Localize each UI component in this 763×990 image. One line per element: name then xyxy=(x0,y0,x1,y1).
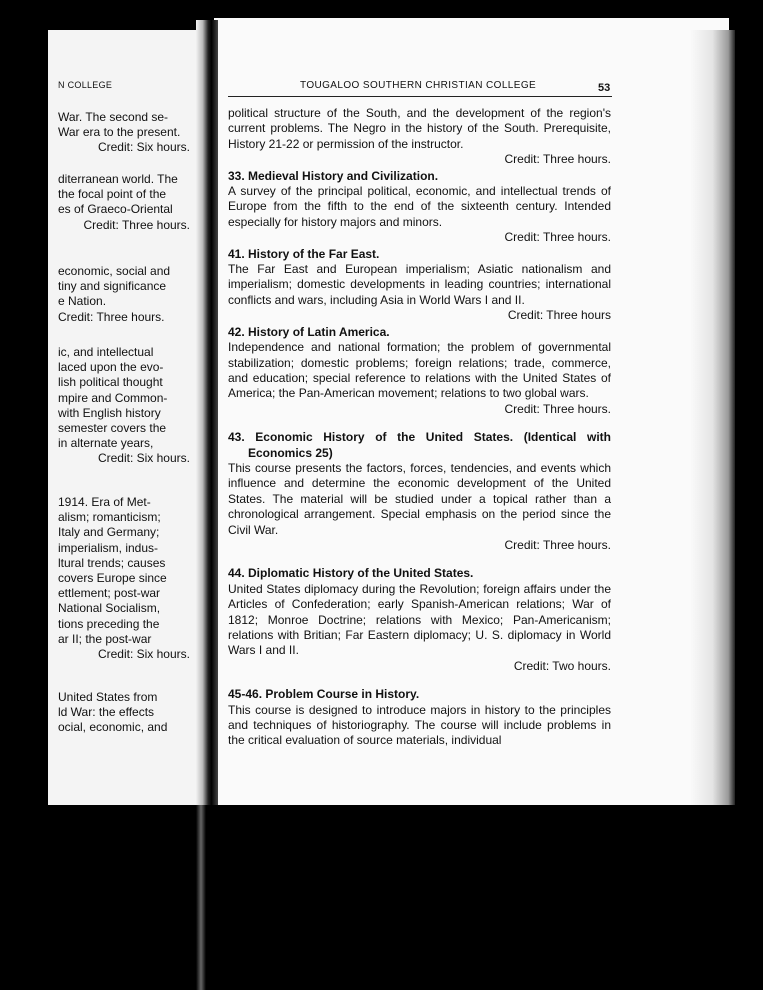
course-credit: Credit: Three hours. xyxy=(504,537,611,552)
left-credit: Credit: Six hours. xyxy=(97,451,190,466)
left-line: the focal point of the xyxy=(58,187,167,202)
left-line: National Socialism, xyxy=(58,601,161,616)
left-line: United States from xyxy=(58,690,158,704)
left-line: tions preceding the xyxy=(58,616,160,631)
course-title: 42. History of Latin America. xyxy=(228,324,390,339)
intro-paragraph: political structure of the South, and the development of the region's current problems. The Negro in the history of the South. Prerequisite, History 21-22 or permission of the instructor. xyxy=(228,106,611,151)
course-credit: Credit: Three hours. xyxy=(504,230,611,245)
left-line: covers Europe since xyxy=(58,571,167,586)
left-line: lish political thought xyxy=(58,375,163,390)
course-title: 45-46. Problem Course in History. xyxy=(228,687,420,702)
left-line: es of Graeco-Oriental xyxy=(58,202,173,217)
book-gutter xyxy=(196,20,218,805)
left-page-block xyxy=(58,345,190,467)
left-credit: Credit: Three hours. xyxy=(58,309,165,324)
left-line: economic, social and xyxy=(58,264,171,278)
course-description: United States diplomacy during the Revolution; foreign affairs under the Articles of Confederation; early Spanish-American relations; War of 1812; Monroe Doctrine; relations with Mexico; Pan-Americanism; relations with Britian; Far Eastern diplomacy; U. S. diplomacy in World Wars I and II. xyxy=(228,581,611,658)
course-credit: Credit: Two hours. xyxy=(513,658,611,673)
left-page-block xyxy=(58,690,190,736)
left-line: mpire and Common- xyxy=(58,390,168,405)
left-line: ic, and intellectual xyxy=(58,345,154,359)
left-credit: Credit: Three hours. xyxy=(83,217,190,232)
left-page-block xyxy=(58,110,190,156)
left-page-header: N COLLEGE xyxy=(58,80,113,90)
left-line: War era to the present. xyxy=(58,125,181,140)
left-line: semester covers the xyxy=(58,421,167,436)
scan-background-bottom xyxy=(0,805,763,990)
course-credit: Credit: Three hours. xyxy=(504,401,611,416)
left-line: in alternate years, xyxy=(58,436,154,451)
course-credit: Credit: Three hours xyxy=(507,308,611,323)
left-line: Italy and Germany; xyxy=(58,525,160,540)
left-line: ltural trends; causes xyxy=(58,555,166,570)
left-credit: Credit: Six hours. xyxy=(97,140,190,155)
running-header: TOUGALOO SOUTHERN CHRISTIAN COLLEGE xyxy=(300,80,537,91)
scan-streak xyxy=(196,805,206,990)
left-credit: Credit: Six hours. xyxy=(97,647,190,662)
left-line: ocial, economic, and xyxy=(58,720,168,735)
course-title: 44. Diplomatic History of the United States. xyxy=(228,566,474,581)
header-rule xyxy=(228,96,612,97)
course-description: This course is designed to introduce majors in history to the principles and techniques of historiography. The course will include problems in the critical evaluation of source materials, individual xyxy=(228,702,611,748)
course-description: A survey of the principal political, economic, and intellectual trends of Europe from the fifth to the end of the sixteenth century. Intended especially for history majors and minors. xyxy=(228,184,611,229)
page-number: 53 xyxy=(598,82,611,94)
left-line: e Nation. xyxy=(58,294,107,309)
course-title: 33. Medieval History and Civilization. xyxy=(228,168,439,183)
left-line: laced upon the evo- xyxy=(58,360,164,375)
left-line: ettlement; post-war xyxy=(58,586,161,601)
left-line: 1914. Era of Met- xyxy=(58,495,151,509)
left-line: tiny and significance xyxy=(58,279,167,294)
left-line: imperialism, indus- xyxy=(58,540,159,555)
left-line: War. The second se- xyxy=(58,110,169,124)
left-line: ar II; the post-war xyxy=(58,631,152,646)
course-description: This course presents the factors, forces, tendencies, and events which influence and determine the economic development of the United States. The material will be studied under a topical rather than a chronological arrangement. Special emphasis on the period since the Civil War. xyxy=(228,460,611,537)
left-line: ld War: the effects xyxy=(58,705,155,720)
left-page-block xyxy=(58,172,190,233)
left-page-block xyxy=(58,264,190,325)
left-line: with English history xyxy=(58,405,161,420)
course-title: 43. Economic History of the United States. (Identical with Economics 25) xyxy=(228,430,611,460)
left-page-block xyxy=(58,495,190,662)
left-line: alism; romanticism; xyxy=(58,510,161,525)
course-title: 41. History of the Far East. xyxy=(228,246,380,261)
right-page-edge xyxy=(690,30,735,805)
course-credit: Credit: Three hours. xyxy=(504,152,611,167)
left-line: diterranean world. The xyxy=(58,172,178,186)
page-body xyxy=(228,106,611,749)
course-description: The Far East and European imperialism; Asiatic nationalism and imperialism; domestic developments in leading countries; international conflicts and wars, including Asia in World Wars I and II. xyxy=(228,262,611,307)
course-description: Independence and national formation; the problem of governmental stabilization; domestic problems; foreign relations; trade, commerce, and education; special reference to relations with the United States of America; the Pan-American movement; relations to two global wars. xyxy=(228,340,611,401)
